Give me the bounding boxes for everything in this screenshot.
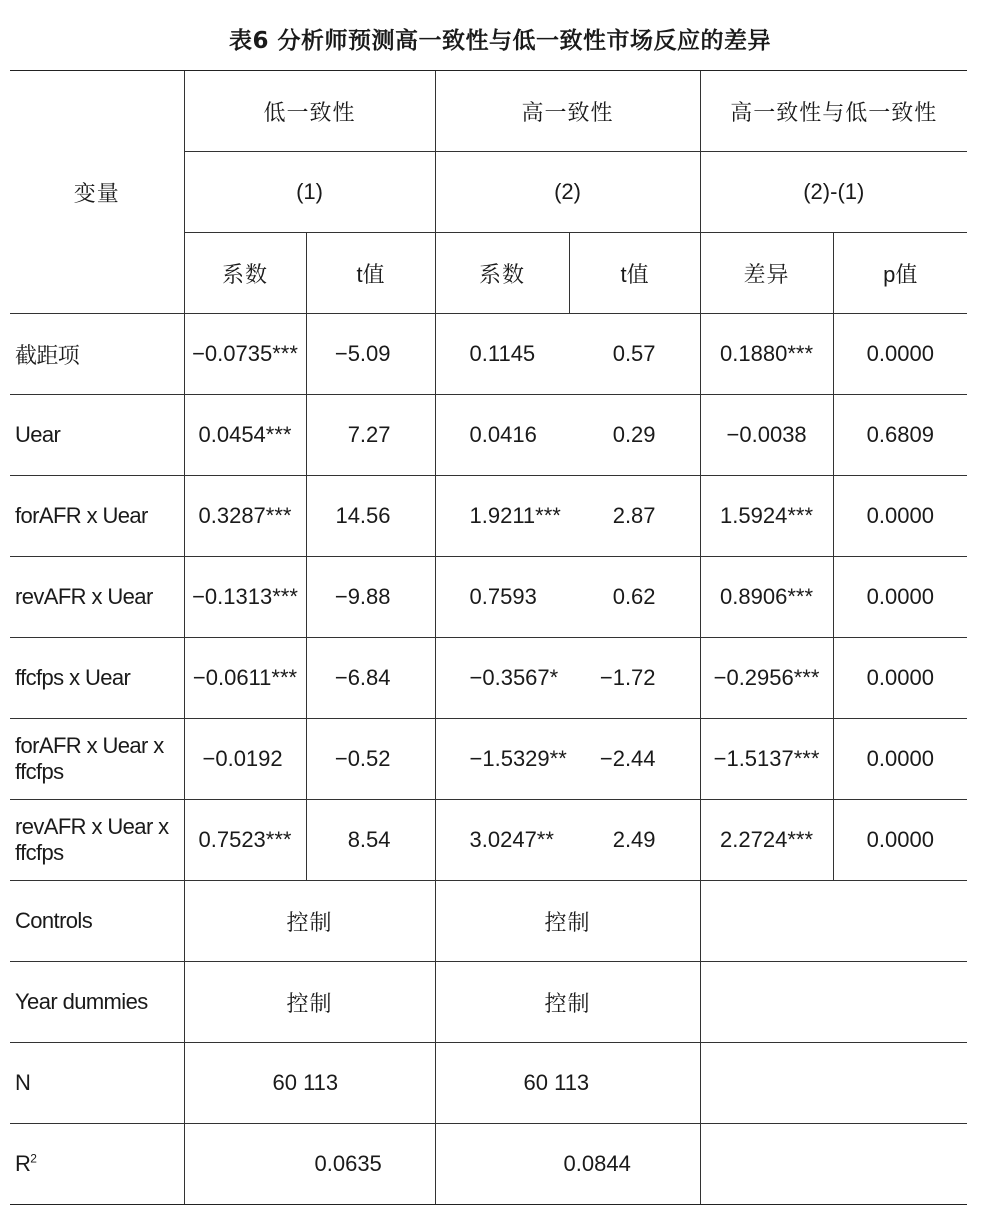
coef-high-cell: 0.7593 — [435, 557, 569, 638]
column-low-number: (1) — [184, 152, 435, 233]
table-row — [10, 395, 967, 476]
r2-label: $R^2$ — [10, 1124, 184, 1205]
diff-cell: 0.1880*** — [700, 314, 833, 395]
table-row — [10, 476, 967, 557]
t-high-header: t值 — [569, 233, 700, 314]
table-title: 表6 分析师预测高一致性与低一致性市场反应的差异 — [228, 28, 771, 54]
column-diff-number: (2)-(1) — [700, 152, 967, 233]
coef-high-cell: −0.3567* — [435, 638, 569, 719]
t-low-cell: 14.56 — [306, 476, 435, 557]
coef-high-cell: 0.1145 — [435, 314, 569, 395]
n-high-cell: 60 113 — [435, 1043, 700, 1124]
results-table — [10, 70, 967, 1205]
coef-low-cell: −0.1313*** — [184, 557, 306, 638]
group-low-header: 低一致性 — [184, 71, 435, 152]
coef-high-cell: 3.0247** — [435, 800, 569, 881]
row-label: Year dummies — [10, 962, 184, 1043]
table-row — [10, 638, 967, 719]
diff-cell: 1.5924*** — [700, 476, 833, 557]
year-low-cell: 控制 — [184, 962, 435, 1043]
p-cell: 0.0000 — [833, 638, 967, 719]
controls-high-cell: 控制 — [435, 881, 700, 962]
table-row — [10, 800, 967, 881]
n-low-cell: 60 113 — [184, 1043, 435, 1124]
p-cell: 0.0000 — [833, 800, 967, 881]
group-diff-header: 高一致性与低一致性 — [700, 71, 967, 152]
row-label: Controls — [10, 881, 184, 962]
t-low-cell: −9.88 — [306, 557, 435, 638]
row-label: revAFR x Uear x ffcfps — [10, 800, 184, 881]
controls-row — [10, 881, 967, 962]
coef-low-header: 系数 — [184, 233, 306, 314]
year-diff-cell — [700, 962, 967, 1043]
row-label: Uear — [10, 395, 184, 476]
t-high-cell: 2.87 — [569, 476, 700, 557]
table-row — [10, 719, 967, 800]
coef-high-cell: −1.5329** — [435, 719, 569, 800]
n-diff-cell — [700, 1043, 967, 1124]
p-cell: 0.0000 — [833, 314, 967, 395]
table-row — [10, 557, 967, 638]
diff-cell: −1.5137*** — [700, 719, 833, 800]
coef-low-cell: −0.0611*** — [184, 638, 306, 719]
diff-cell: 0.8906*** — [700, 557, 833, 638]
t-high-cell: 0.62 — [569, 557, 700, 638]
r2-diff-cell — [700, 1124, 967, 1205]
header-row-groups — [10, 71, 967, 152]
t-high-cell: 0.29 — [569, 395, 700, 476]
row-label: N — [10, 1043, 184, 1124]
coef-high-cell: 1.9211*** — [435, 476, 569, 557]
t-low-cell: 7.27 — [306, 395, 435, 476]
row-label: forAFR x Uear x ffcfps — [10, 719, 184, 800]
year-dummies-row — [10, 962, 967, 1043]
coef-low-cell: 0.3287*** — [184, 476, 306, 557]
t-low-cell: 8.54 — [306, 800, 435, 881]
t-high-cell: −1.72 — [569, 638, 700, 719]
diff-header: 差异 — [700, 233, 833, 314]
r2-low-cell: 0.0635 — [184, 1124, 435, 1205]
group-high-header: 高一致性 — [435, 71, 700, 152]
coef-high-cell: 0.0416 — [435, 395, 569, 476]
t-low-header: t值 — [306, 233, 435, 314]
r2-high-cell: 0.0844 — [435, 1124, 700, 1205]
variable-header: 变量 — [10, 71, 184, 314]
coef-low-cell: 0.7523*** — [184, 800, 306, 881]
t-low-cell: −5.09 — [306, 314, 435, 395]
year-high-cell: 控制 — [435, 962, 700, 1043]
r2-row — [10, 1124, 967, 1205]
p-cell: 0.0000 — [833, 476, 967, 557]
controls-low-cell: 控制 — [184, 881, 435, 962]
p-cell: 0.6809 — [833, 395, 967, 476]
t-low-cell: −6.84 — [306, 638, 435, 719]
coef-low-cell: −0.0192 — [184, 719, 306, 800]
diff-cell: −0.0038 — [700, 395, 833, 476]
t-high-cell: −2.44 — [569, 719, 700, 800]
coef-high-header: 系数 — [435, 233, 569, 314]
p-cell: 0.0000 — [833, 719, 967, 800]
diff-cell: 2.2724*** — [700, 800, 833, 881]
controls-diff-cell — [700, 881, 967, 962]
row-label: ffcfps x Uear — [10, 638, 184, 719]
coef-low-cell: −0.0735*** — [184, 314, 306, 395]
n-row — [10, 1043, 967, 1124]
p-cell: 0.0000 — [833, 557, 967, 638]
t-high-cell: 0.57 — [569, 314, 700, 395]
t-high-cell: 2.49 — [569, 800, 700, 881]
p-header: p值 — [833, 233, 967, 314]
t-low-cell: −0.52 — [306, 719, 435, 800]
diff-cell: −0.2956*** — [700, 638, 833, 719]
coef-low-cell: 0.0454*** — [184, 395, 306, 476]
row-label: 截距项 — [10, 314, 184, 395]
column-high-number: (2) — [435, 152, 700, 233]
row-label: revAFR x Uear — [10, 557, 184, 638]
table-row — [10, 314, 967, 395]
row-label: forAFR x Uear — [10, 476, 184, 557]
